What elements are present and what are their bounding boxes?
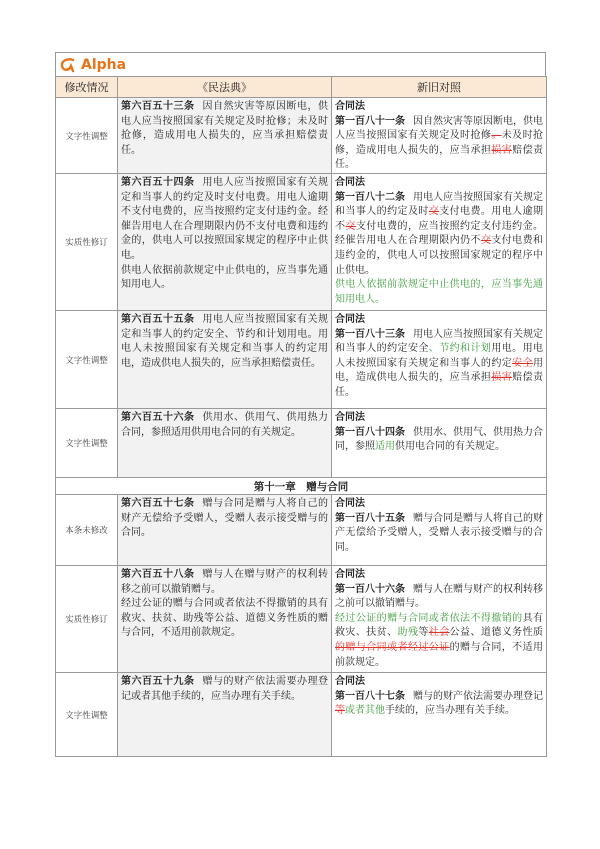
- law-name: 合同法: [335, 412, 365, 423]
- table-row: [56, 311, 547, 409]
- text-fragment: 具有救灾、扶贫、: [335, 612, 544, 639]
- deleted-text: 交: [345, 220, 356, 232]
- article-number: 第六百五十四条: [121, 177, 195, 188]
- deleted-text: 等: [335, 705, 345, 717]
- text-fragment: 赠与的财产依法需要办理登记: [413, 690, 543, 702]
- law-name: 合同法: [335, 177, 365, 188]
- new-text-cell: [332, 174, 547, 311]
- text-fragment: 用电。用电人未按照国家有关规定和当事人的约定: [335, 343, 544, 369]
- article-text: 供用水、供用气、供用热力合同，参照适用供用电合同的有关规定。: [121, 412, 328, 438]
- row-category: 实质性修订: [56, 566, 118, 673]
- row-category: 本条未修改: [56, 495, 118, 566]
- text-fragment: 赠与合同是赠与人将自己的财产无偿给予受赠人，受赠人表示接受赠与的合同。: [335, 512, 543, 553]
- article-text: 赠与的财产依法需要办理登记或者其他手续的，应当办理有关手续。: [121, 676, 328, 702]
- deleted-text: 交: [428, 206, 440, 218]
- article-text: 用电人应当按照国家有关规定和当事人的约定安全、节约和计划用电。用电人未按照国家有关规定和当事人的约定用电，造成供电人损失的，应当承担赔偿责任。: [121, 314, 328, 369]
- brand-bar: [55, 52, 546, 76]
- text-fragment: 用电，造成供电人损失的，应当承担: [335, 357, 544, 384]
- old-text-cell: [118, 566, 332, 673]
- table-row: [56, 98, 547, 174]
- inserted-text: 助残: [397, 627, 419, 639]
- inserted-text: 经过公证的赠与合同或者依法不得撤销的: [335, 612, 523, 624]
- document: [55, 52, 546, 757]
- new-text-cell: [332, 495, 547, 566]
- article-number: 第六百五十六条: [121, 412, 195, 423]
- row-category: 文字性调整: [56, 673, 118, 757]
- row-category: 实质性修订: [56, 174, 118, 311]
- comparison-table: [55, 76, 547, 757]
- table-row: [56, 566, 547, 673]
- new-text-cell: [332, 409, 547, 478]
- new-text-cell: [332, 673, 547, 757]
- text-fragment: 支付电费。用电人逾期不: [335, 206, 544, 232]
- old-text-cell: [118, 98, 332, 174]
- row-category: 文字性调整: [56, 409, 118, 478]
- table-row: [56, 495, 547, 566]
- chapter-row: [56, 478, 547, 495]
- article-paragraph: 供电人依据前款规定中止供电的，应当事先通知用电人。: [121, 264, 328, 291]
- law-name: 合同法: [335, 676, 365, 687]
- header-category: 修改情况: [56, 77, 118, 98]
- text-fragment: 因自然灾害等原因断电，供电人应当按照国家有关规定及时抢修: [335, 115, 543, 142]
- article-text: 因自然灾害等原因断电，供电人应当按照国家有关规定及时抢修；未及时抢修，造成用电人损失的，应当承担赔偿责任。: [121, 101, 328, 156]
- inserted-text: 适用: [375, 441, 395, 453]
- deleted-text: 的赠与合同或者经过公证: [335, 641, 450, 653]
- text-fragment: 用电人应当按照国家有关规定和当事人的约定安全: [335, 328, 543, 355]
- table-header-row: [56, 77, 547, 98]
- header-old: 《民法典》: [118, 77, 332, 98]
- article-number: 第一百八十七条: [335, 690, 405, 702]
- old-text-cell: [118, 174, 332, 311]
- deleted-text: 社会: [428, 627, 450, 639]
- text-fragment: 供用水、供用气、供用热力合同，参照: [335, 426, 543, 453]
- row-category: 文字性调整: [56, 311, 118, 409]
- article-number: 第六百五十九条: [121, 676, 195, 687]
- article-text: 赠与人在赠与财产的权利转移之前可以撤销赠与。: [121, 569, 328, 595]
- article-number: 第一百八十四条: [335, 426, 405, 438]
- law-name: 合同法: [335, 569, 365, 580]
- law-name: 合同法: [335, 498, 365, 509]
- deleted-text: 损害: [491, 144, 513, 156]
- inserted-text: 、节约和计划: [428, 343, 492, 355]
- text-fragment: 等: [418, 627, 429, 639]
- article-number: 第一百八十六条: [335, 583, 405, 595]
- text-fragment: 赔偿责任。: [335, 144, 544, 171]
- old-text-cell: [118, 409, 332, 478]
- inserted-paragraph: 供电人依据前款规定中止供电的，应当事先通知用电人。: [335, 279, 543, 305]
- article-number: 第六百五十三条: [121, 101, 195, 112]
- article-number: 第一百八十二条: [335, 191, 405, 203]
- new-text-cell: [332, 566, 547, 673]
- chapter-title: 第十一章 赠与合同: [56, 478, 547, 495]
- text-fragment: 赔偿责任。: [335, 372, 544, 398]
- old-text-cell: [118, 311, 332, 409]
- old-text-cell: [118, 673, 332, 757]
- article-text: 赠与合同是赠与人将自己的财产无偿给予受赠人，受赠人表示接受赠与的合同。: [121, 498, 328, 539]
- text-fragment: 的赠与合同，不适用前款规定。: [335, 641, 544, 668]
- alpha-logo-icon: [59, 56, 77, 74]
- law-name: 合同法: [335, 314, 365, 325]
- law-name: 合同法: [335, 101, 365, 112]
- deleted-text: 损害: [491, 372, 513, 384]
- deleted-text: 交: [480, 235, 492, 247]
- article-text: 用电人应当按照国家有关规定和当事人的约定及时支付电费。用电人逾期不支付电费的，应当按照约定支付违约金。经催告用电人在合理期限内仍不支付电费和违约金的，供电人可以按照国家规定的程序中止供电。: [121, 177, 328, 261]
- text-fragment: 手续的，应当办理有关手续。: [385, 705, 515, 717]
- brand-name: Alpha: [81, 56, 127, 73]
- article-number: 第六百五十八条: [121, 569, 195, 580]
- text-fragment: 公益、道德义务性质: [449, 627, 544, 639]
- text-fragment: 支付电费的，应当按照约定支付违约金。经催告用电人在合理期限内仍不: [335, 220, 544, 247]
- text-fragment: 供用电合同的有关规定。: [395, 441, 505, 453]
- table-row: [56, 174, 547, 311]
- deleted-text: 。: [491, 130, 502, 142]
- row-category: 文字性调整: [56, 98, 118, 174]
- text-fragment: 用电人应当按照国家有关规定和当事人的约定及时: [335, 191, 543, 218]
- table-row: [56, 673, 547, 757]
- text-fragment: 支付电费和违约金的，供电人可以按照国家规定的程序中止供电。: [335, 235, 544, 276]
- text-fragment: 未及时抢修，造成用电人损失的，应当承担: [335, 130, 544, 156]
- article-number: 第六百五十五条: [121, 314, 195, 325]
- header-new: 新旧对照: [332, 77, 547, 98]
- new-text-cell: [332, 311, 547, 409]
- article-paragraph: 经过公证的赠与合同或者依法不得撤销的具有救灾、扶贫、助残等公益、道德义务性质的赠与合同，不适用前款规定。: [121, 598, 328, 639]
- article-number: 第一百八十五条: [335, 512, 405, 524]
- article-number: 第一百八十三条: [335, 328, 405, 340]
- text-fragment: 赠与人在赠与财产的权利转移之前可以撤销赠与。: [335, 583, 543, 610]
- new-text-cell: [332, 98, 547, 174]
- table-row: [56, 409, 547, 478]
- article-number: 第一百八十一条: [335, 115, 405, 127]
- old-text-cell: [118, 495, 332, 566]
- article-number: 第六百五十七条: [121, 498, 195, 509]
- deleted-text: 安全: [512, 357, 534, 369]
- inserted-text: 或者其他: [345, 705, 385, 717]
